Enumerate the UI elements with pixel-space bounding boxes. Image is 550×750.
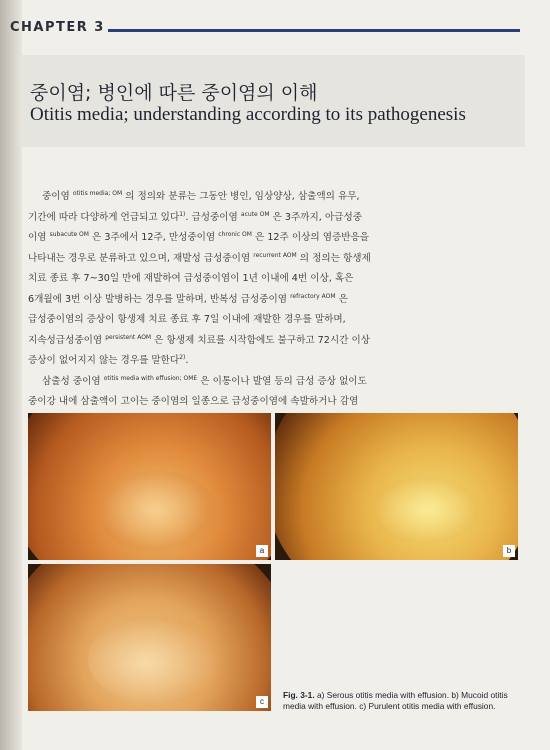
body-line bbox=[28, 351, 516, 372]
term-annotation: otitis media; OM bbox=[72, 190, 123, 197]
term-annotation: 2) bbox=[179, 354, 186, 361]
body-text bbox=[28, 187, 516, 413]
eardrum-region bbox=[100, 471, 218, 555]
body-line bbox=[28, 290, 516, 311]
figure-a-photo bbox=[28, 413, 271, 560]
body-text-run: 급성중이염의 증상이 항생제 치료 종료 후 7일 이내에 재발한 경우를 말하며, bbox=[28, 314, 346, 325]
term-annotation: otitis media with effusion; OME bbox=[103, 374, 198, 382]
body-text-run: 은 3주에서 12주, 만성중이염 bbox=[88, 232, 219, 243]
purulent-effusion-region bbox=[88, 614, 228, 704]
body-line bbox=[28, 187, 516, 208]
body-line bbox=[28, 249, 516, 270]
body-text-run: 은 3주까지, 아급성중 bbox=[269, 211, 362, 223]
figure-caption bbox=[283, 690, 523, 712]
body-text-run: 은 항생제 치료를 시작함에도 불구하고 72시간 이상 bbox=[151, 334, 370, 346]
chapter-rule bbox=[108, 29, 520, 32]
body-line bbox=[28, 331, 516, 352]
figure-caption-id: Fig. 3-1. bbox=[283, 690, 315, 700]
term-annotation: acute OM bbox=[240, 210, 270, 218]
body-line bbox=[28, 269, 516, 290]
body-text-run: 지속성급성중이염 bbox=[28, 334, 106, 346]
term-annotation: 1) bbox=[179, 210, 186, 218]
body-text-run: 중이염 bbox=[42, 191, 73, 202]
mucoid-effusion-region bbox=[370, 475, 480, 545]
body-line bbox=[28, 372, 516, 393]
body-text-run: 기간에 따라 다양하게 언급되고 있다 bbox=[28, 211, 180, 223]
body-text-run: 증상이 없어지지 않는 경우를 말한다 bbox=[28, 355, 180, 366]
section-title-english: Otitis media; understanding according to its pathogenesis bbox=[30, 104, 466, 125]
body-text-run: 이염 bbox=[28, 232, 50, 243]
body-text-run: 6개월에 3번 이상 발병하는 경우를 말하며, 반복성 급성중이염 bbox=[28, 293, 291, 305]
page-gutter-shade bbox=[0, 0, 22, 750]
body-text-run: 삼출성 중이염 bbox=[42, 375, 104, 387]
term-annotation: persistent AOM bbox=[105, 333, 152, 341]
term-annotation: refractory AOM bbox=[290, 292, 336, 300]
term-annotation: subacute OM bbox=[49, 231, 89, 238]
chapter-label: CHAPTER 3 bbox=[10, 20, 105, 35]
body-text-run: 치료 종료 후 7~30일 만에 재발하여 급성중이염이 1년 이내에 4번 이상, 혹은 bbox=[28, 273, 354, 284]
body-line bbox=[28, 310, 516, 331]
body-text-run: 나타내는 경우로 분류하고 있으며, 재발성 급성중이염 bbox=[28, 252, 254, 264]
body-line bbox=[28, 392, 516, 413]
body-line bbox=[28, 228, 516, 249]
chapter-header bbox=[10, 18, 550, 38]
figure-a-label: a bbox=[256, 545, 268, 557]
body-text-run: 의 정의는 항생제 bbox=[296, 252, 371, 264]
figure-c-photo bbox=[28, 564, 271, 711]
figure-b-label: b bbox=[503, 545, 515, 557]
term-annotation: chronic OM bbox=[218, 231, 252, 238]
body-text-run: . 급성중이염 bbox=[185, 211, 241, 223]
body-text-run: 은 bbox=[335, 293, 348, 305]
body-text-run: 은 이통이나 발열 등의 급성 증상 없이도 bbox=[197, 375, 367, 387]
figure-c-label: c bbox=[256, 696, 268, 708]
body-line bbox=[28, 208, 516, 229]
body-text-run: 은 12주 이상의 염증반응을 bbox=[251, 232, 370, 243]
body-text-run: 의 정의와 분류는 그동안 병인, 임상양상, 삼출액의 유무, bbox=[122, 191, 360, 202]
figure-caption-text: a) Serous otitis media with effusion. b) Mucoid otitis media with effusion. c) Purulent otitis media with effusion. bbox=[283, 690, 508, 711]
term-annotation: recurrent AOM bbox=[253, 251, 297, 259]
body-text-run: . bbox=[185, 355, 189, 366]
body-text-run: 중이강 내에 삼출액이 고이는 중이염의 일종으로 급성중이염에 속발하거나 감염 bbox=[28, 396, 359, 407]
figure-b-photo bbox=[275, 413, 518, 560]
section-title-korean: 중이염; 병인에 따른 중이염의 이해 bbox=[30, 82, 318, 104]
